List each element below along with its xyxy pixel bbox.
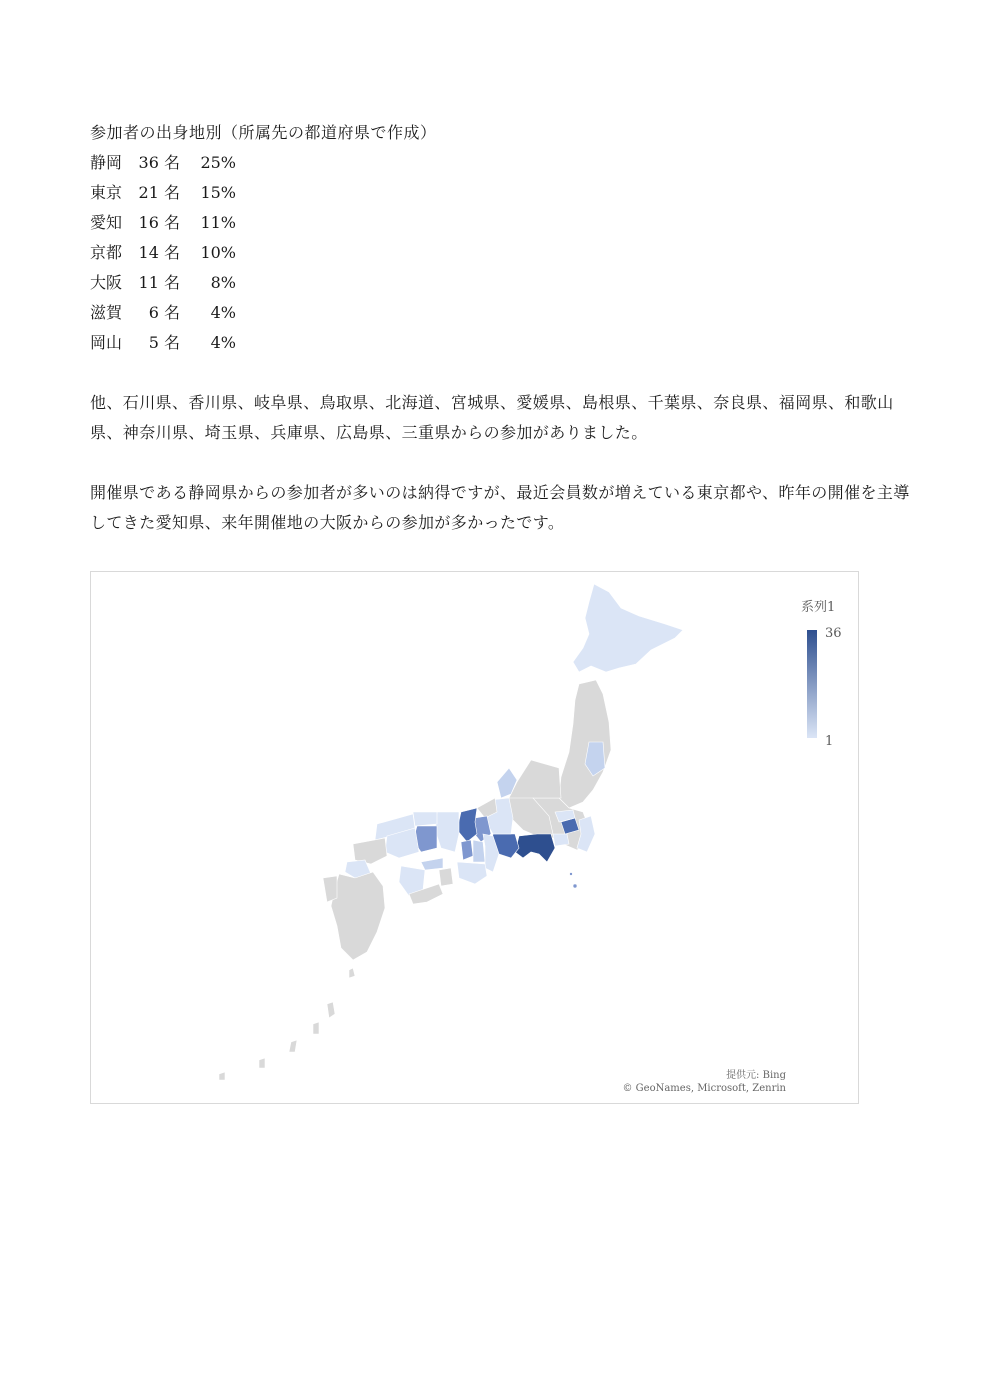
region-yamaguchi [353, 838, 387, 864]
other-prefectures-paragraph: 他、石川県、香川県、岐阜県、鳥取県、北海道、宮城県、愛媛県、島根県、千葉県、奈良県、福岡県、和歌山県、神奈川県、埼玉県、兵庫県、広島県、三重県からの参加がありました。 [90, 393, 894, 442]
region-tottori [413, 812, 437, 826]
region-hyogo [435, 812, 459, 852]
region-okinawa [327, 1002, 335, 1018]
region-osaka [461, 840, 473, 860]
japan-map-chart [90, 571, 859, 1104]
region-kyoto [457, 808, 477, 842]
japan-map [91, 572, 858, 1103]
region-nagasaki [323, 876, 337, 902]
participant-percent: 8% [210, 273, 236, 292]
region-nara [473, 840, 485, 862]
participant-count: 21 名 [138, 183, 180, 202]
legend-min-value: 1 [825, 734, 834, 749]
legend-title: 系列1 [801, 600, 836, 615]
region-tokushima [439, 868, 453, 886]
map-credit-copyright: © GeoNames, Microsoft, Zenrin [622, 1083, 786, 1094]
prefecture-name: 岡山 [90, 333, 123, 352]
region-okinawa [313, 1022, 319, 1034]
region-shizuoka [515, 834, 555, 862]
participant-count: 5 名 [148, 333, 180, 352]
region-okinawa [289, 1040, 297, 1052]
participant-percent: 4% [210, 333, 236, 352]
participant-count: 14 名 [138, 243, 180, 262]
participant-percent: 15% [200, 183, 236, 202]
prefecture-name: 静岡 [90, 153, 123, 172]
region-kanagawa [553, 834, 569, 846]
table-row [90, 298, 910, 328]
participant-count: 16 名 [138, 213, 180, 232]
participant-count: 36 名 [138, 153, 180, 172]
table-row [90, 208, 910, 238]
region-islands [349, 968, 355, 978]
participant-percent: 4% [210, 303, 236, 322]
summary-paragraph: 開催県である静岡県からの参加者が多いのは納得ですが、最近会員数が増えている東京都や、昨年の開催を主導してきた愛知県、来年開催地の大阪からの参加が多かったです。 [90, 483, 910, 532]
table-row [90, 148, 910, 178]
region-kagawa [421, 858, 443, 870]
participant-percent: 25% [200, 153, 236, 172]
region-hokkaido [573, 584, 683, 672]
prefecture-name: 京都 [90, 243, 123, 262]
map-credit-provider: 提供元: Bing [726, 1070, 786, 1081]
document-body [90, 118, 910, 554]
region-kyushu [331, 872, 385, 960]
legend-color-scale [807, 630, 817, 738]
table-row [90, 268, 910, 298]
legend-max-value: 36 [825, 626, 842, 641]
region-okinawa [219, 1072, 225, 1080]
section-heading: 参加者の出身地別（所属先の都道府県で作成） [90, 123, 437, 142]
table-row [90, 178, 910, 208]
prefecture-name: 滋賀 [90, 303, 123, 322]
region-izu-islands [570, 873, 573, 876]
prefecture-name: 東京 [90, 183, 123, 202]
table-row [90, 328, 910, 358]
region-okinawa [259, 1058, 265, 1068]
participant-percent: 11% [200, 213, 236, 232]
prefecture-name: 大阪 [90, 273, 123, 292]
prefecture-name: 愛知 [90, 213, 123, 232]
participant-percent: 10% [200, 243, 236, 262]
participant-count: 11 名 [138, 273, 180, 292]
table-row [90, 238, 910, 268]
region-izu-islands [573, 884, 577, 888]
region-wakayama [457, 862, 487, 884]
participant-count: 6 名 [148, 303, 180, 322]
